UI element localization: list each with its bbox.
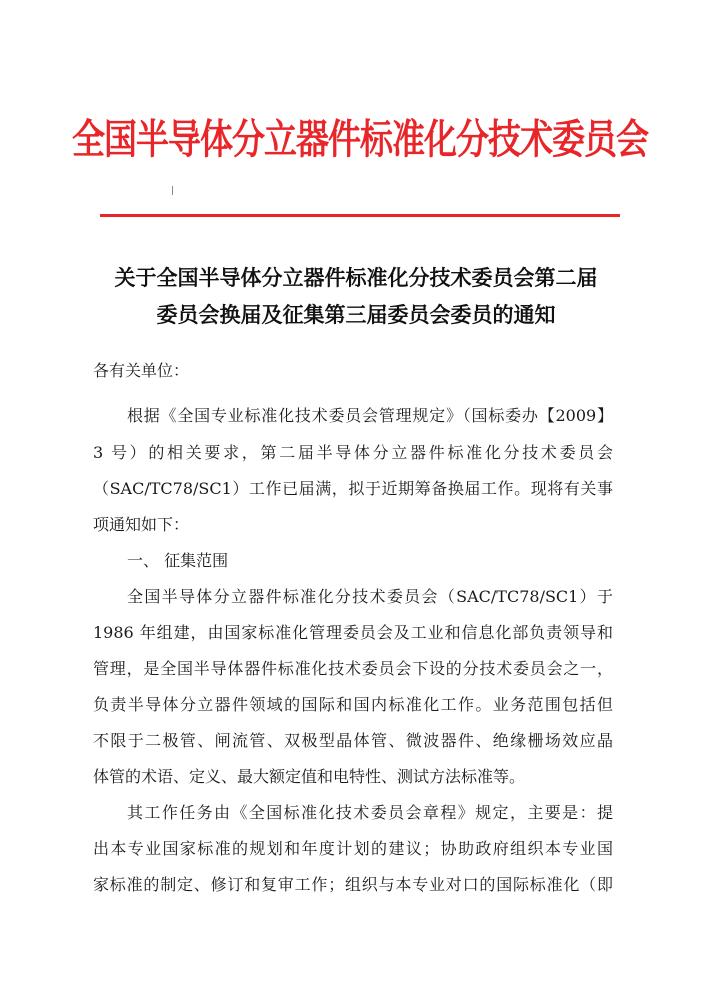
paragraph-line: 其工作任务由《全国标准化技术委员会章程》规定，主要是：提 xyxy=(127,803,613,822)
salutation: 各有关单位： xyxy=(93,361,190,380)
paragraph-line: 不限于二极管、闸流管、双极型晶体管、微波器件、绝缘栅场效应晶 xyxy=(93,731,613,750)
paragraph-line: 出本专业国家标准的规划和年度计划的建议；协助政府组织本专业国 xyxy=(93,839,613,858)
notice-title-line-1: 关于全国半导体分立器件标准化分技术委员会第二届 xyxy=(114,266,598,290)
letterhead-title: 全国半导体分立器件标准化分技术委员会 xyxy=(72,115,648,163)
section-heading: 一、 征集范围 xyxy=(127,551,229,570)
paragraph-line: 项通知如下： xyxy=(93,515,190,534)
notice-title-line-2: 委员会换届及征集第三届委员会委员的通知 xyxy=(156,303,556,327)
letterhead-red-rule xyxy=(100,214,620,217)
paragraph-line: 负责半导体分立器件领域的国际和国内标准化工作。业务范围包括但 xyxy=(93,695,613,714)
paragraph-line: 全国半导体分立器件标准化分技术委员会（SAC/TC78/SC1）于 xyxy=(127,587,613,606)
paragraph-line: （SAC/TC78/SC1）工作已届满，拟于近期筹备换届工作。现将有关事 xyxy=(93,479,613,498)
paragraph-line: 家标准的制定、修订和复审工作；组织与本专业对口的国际标准化（即 xyxy=(93,875,613,894)
scan-speck xyxy=(172,186,173,195)
paragraph-line: 根据《全国专业标准化技术委员会管理规定》（国标委办【2009】 xyxy=(127,406,613,425)
paragraph-line: 1986 年组建，由国家标准化管理委员会及工业和信息化部负责领导和 xyxy=(93,623,613,642)
paragraph-line: 管理，是全国半导体器件标准化技术委员会下设的分技术委员会之一， xyxy=(93,659,613,678)
paragraph-line: 体管的术语、定义、最大额定值和电特性、测试方法标准等。 xyxy=(93,767,526,786)
paragraph-line: 3 号）的相关要求，第二届半导体分立器件标准化分技术委员会 xyxy=(93,443,613,462)
